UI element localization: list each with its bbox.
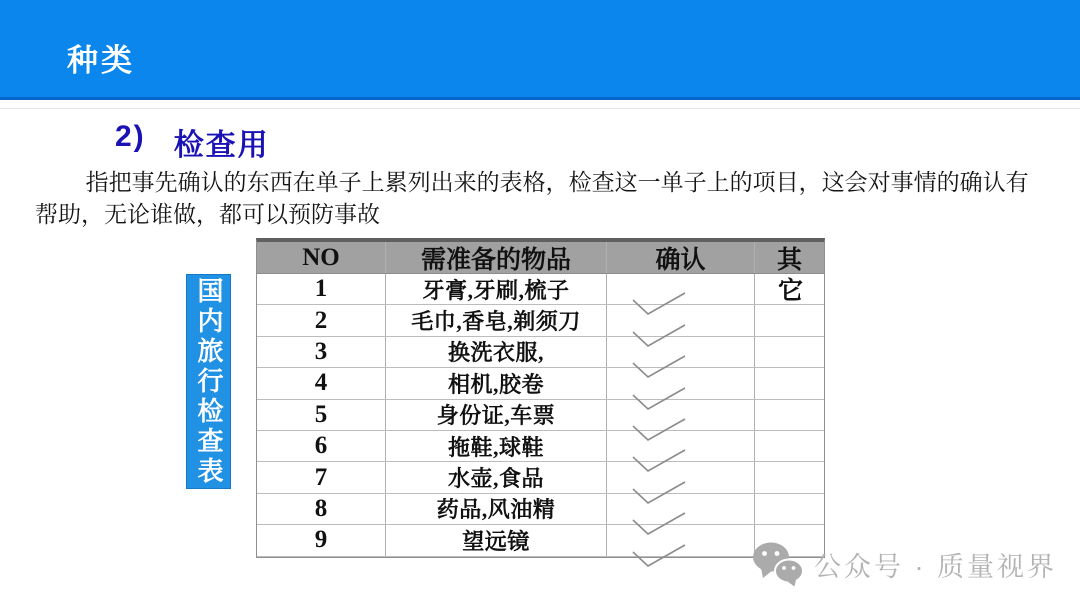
row-item: 牙膏,牙刷,梳子 — [386, 274, 607, 304]
table-header-row — [257, 242, 824, 274]
row-item: 望远镜 — [386, 525, 607, 555]
section-heading — [115, 120, 270, 164]
row-item: 身份证,车票 — [386, 400, 607, 430]
other-cell — [755, 400, 824, 430]
checkmark-icon — [631, 448, 687, 474]
checkmark-icon — [631, 354, 687, 380]
band-underline — [0, 108, 1080, 109]
row-item: 相机,胶卷 — [386, 368, 607, 398]
checkmark-icon — [631, 323, 687, 349]
table-row — [257, 525, 824, 556]
col-header-other-line1: 其 — [776, 246, 802, 274]
table-row — [257, 305, 824, 336]
col-header-confirm: 确认 — [607, 242, 755, 273]
table-row — [257, 368, 824, 399]
confirm-cell — [607, 274, 755, 304]
other-cell — [755, 462, 824, 492]
table-body — [257, 274, 824, 557]
table-row — [257, 337, 824, 368]
checkmark-icon — [631, 386, 687, 412]
other-cell — [755, 305, 824, 335]
row-item: 拖鞋,球鞋 — [386, 431, 607, 461]
row-number: 3 — [257, 337, 386, 367]
row-number: 5 — [257, 400, 386, 430]
row-number: 9 — [257, 525, 386, 555]
watermark — [752, 541, 1057, 587]
row-item: 药品,风油精 — [386, 494, 607, 524]
watermark-text: 公众号 · 质量视界 — [814, 551, 1057, 582]
row-number: 8 — [257, 494, 386, 524]
row-number: 7 — [257, 462, 386, 492]
other-cell — [755, 431, 824, 461]
col-header-no: NO — [257, 242, 386, 273]
checkmark-icon — [631, 291, 687, 317]
row-number: 1 — [257, 274, 386, 304]
slide-title: 种类 — [67, 43, 135, 78]
other-cell — [755, 337, 824, 367]
section-number: 2) — [115, 120, 146, 153]
checkmark-icon — [631, 480, 687, 506]
side-label-checklist: 国内旅行检查表 — [186, 274, 231, 489]
row-item: 毛巾,香皂,剃须刀 — [386, 305, 607, 335]
checklist-table — [256, 238, 825, 558]
table-row — [257, 431, 824, 462]
section-title: 检查用 — [173, 129, 270, 162]
description-paragraph: 指把事先确认的东西在单子上累列出来的表格，检查这一单子上的项目，这会对事情的确认有帮助，无论谁做，都可以预防事故 — [35, 169, 1029, 227]
checkmark-icon — [631, 511, 687, 537]
other-cell — [755, 368, 824, 398]
col-header-items: 需准备的物品 — [386, 242, 607, 273]
other-cell — [755, 494, 824, 524]
row-number: 6 — [257, 431, 386, 461]
header-band — [0, 0, 1080, 100]
row-number: 4 — [257, 368, 386, 398]
row-item: 换洗衣服, — [386, 337, 607, 367]
col-header-other-line2: 它 — [777, 277, 803, 305]
table-row — [257, 400, 824, 431]
table-row — [257, 462, 824, 493]
row-item: 水壶,食品 — [386, 462, 607, 492]
row-number: 2 — [257, 305, 386, 335]
checkmark-icon — [631, 417, 687, 443]
table-row — [257, 274, 824, 305]
wechat-icon — [752, 541, 804, 587]
checkmark-icon — [631, 543, 687, 569]
table-row — [257, 494, 824, 525]
